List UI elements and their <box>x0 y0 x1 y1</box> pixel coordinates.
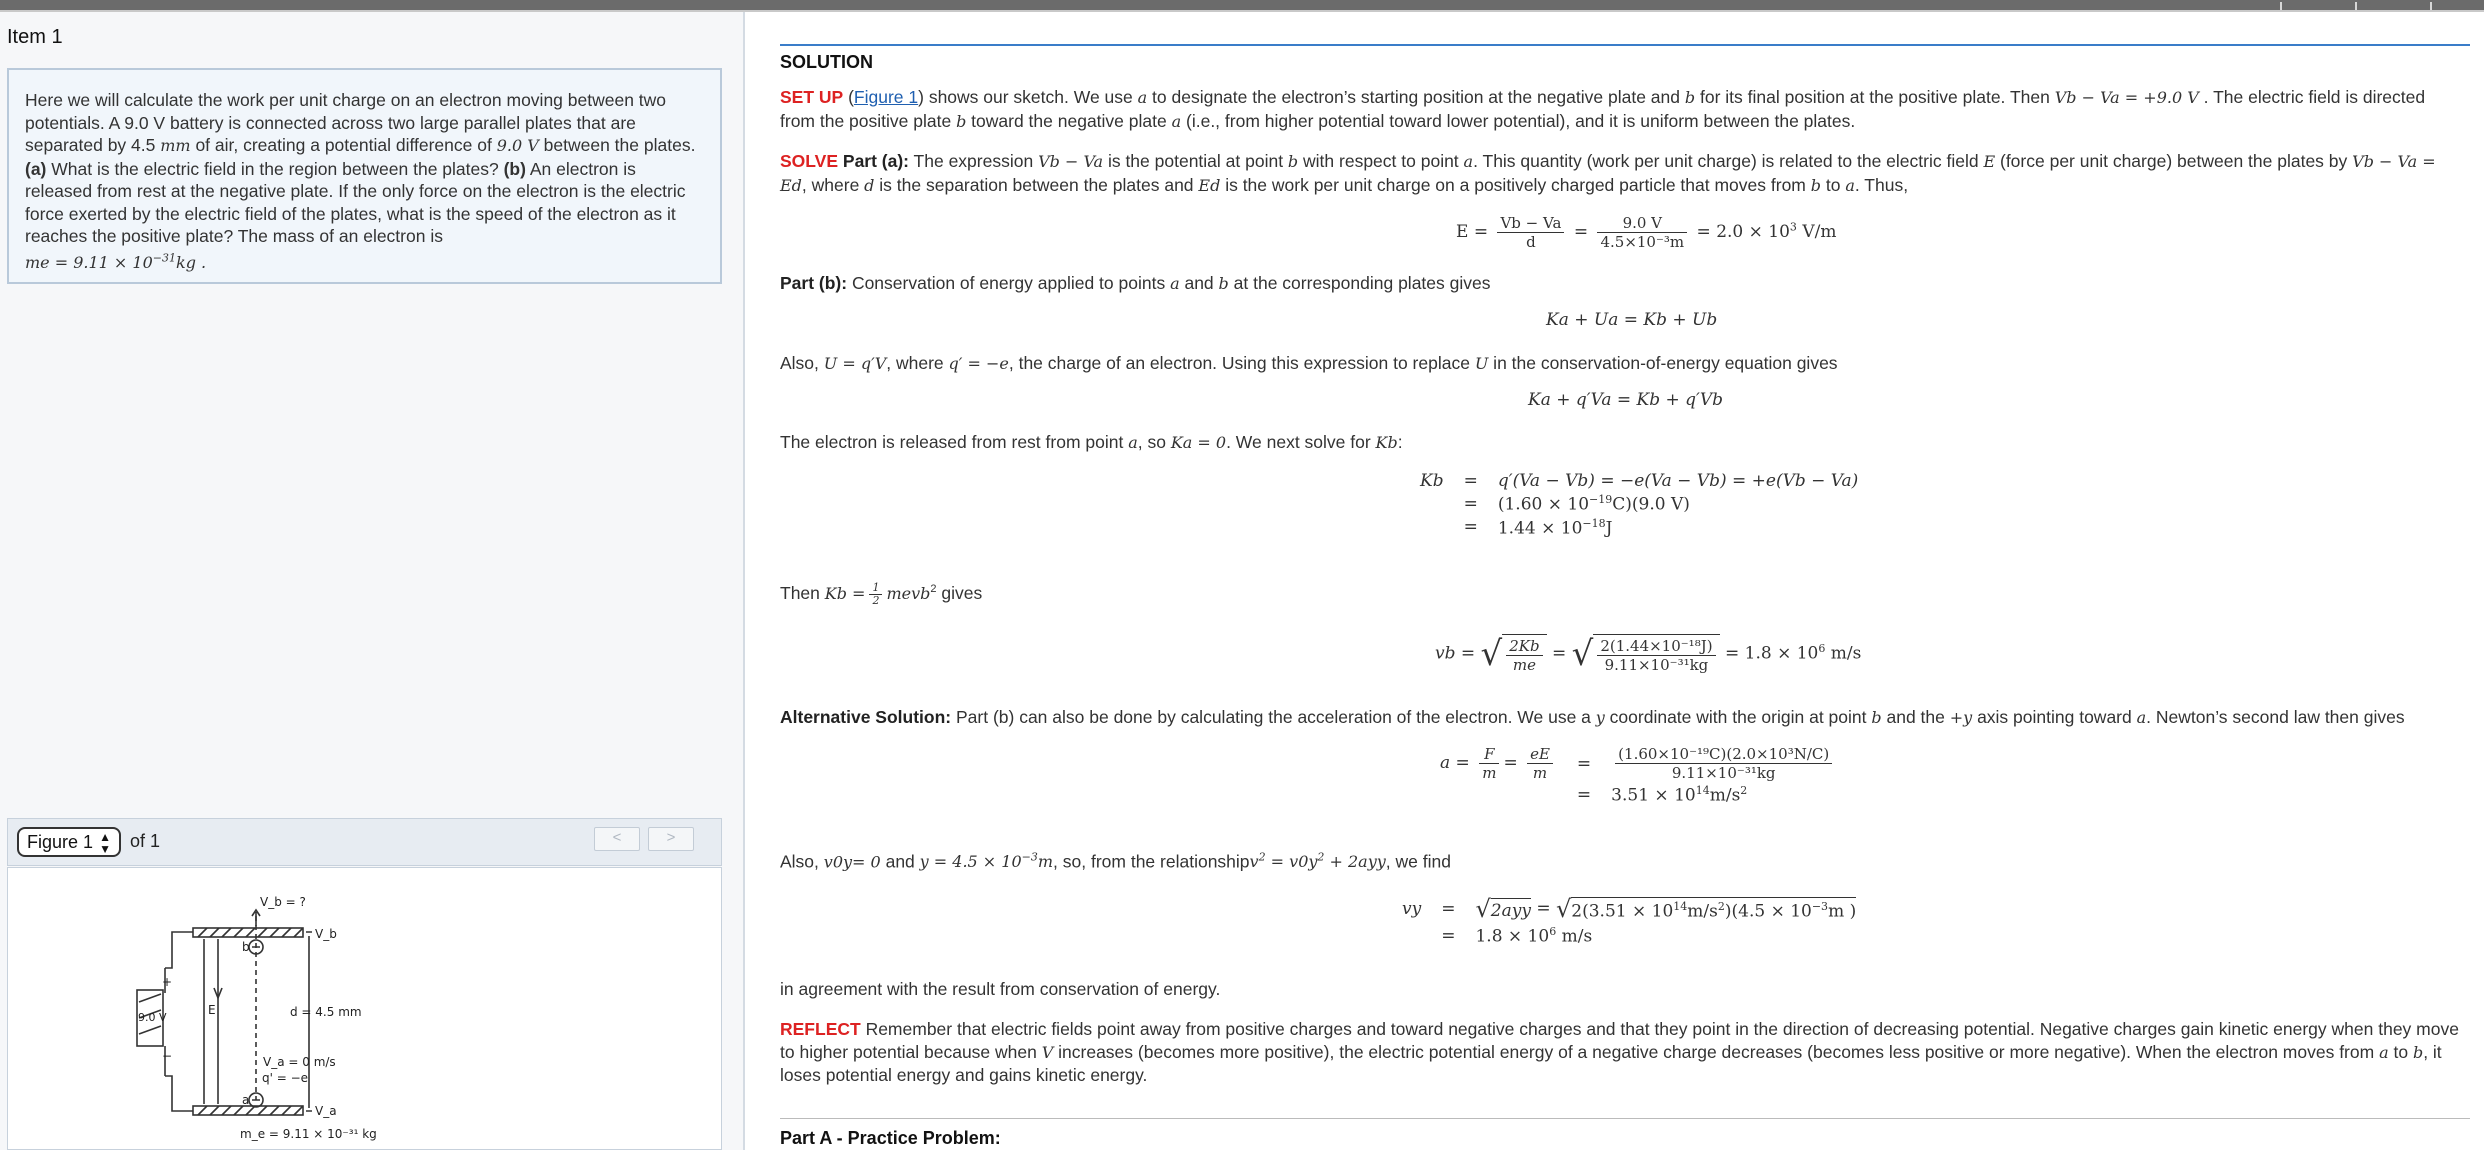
part-a-divider <box>780 1118 2470 1119</box>
figure-select[interactable]: Figure 1 ▲ ▼ <box>17 827 121 857</box>
figure-toolbar <box>7 818 722 866</box>
label-a: a <box>242 1093 250 1107</box>
also-paragraph: Also, U = q′V, where q′ = −e, the charge of an electron. Using this expression to replace U in the conservation-of-energy equation gives <box>780 353 1838 373</box>
alternative-paragraph: Alternative Solution: Part (b) can also be done by calculating the acceleration of the electron. We use a y coordinate with the origin at point b and the +y axis pointing toward a. Newton’s second law then gives <box>780 707 2405 727</box>
top-bar-divider <box>2355 2 2357 10</box>
equation-energy-potential: Ka + q′Va = Kb + q′Vb <box>1528 390 1724 410</box>
top-bar-divider <box>2280 2 2282 10</box>
then-paragraph: Then Kb = $\frac{1}{2}$ mevb$^2$ gives <box>780 580 983 607</box>
equation-electric-field: E = $\frac{Vb - Va}{d}$ = $\frac{9.0 V}{\text{4.5×10⁻³m}}$ = $2.0 \times 10^3$ V/m <box>1456 214 1837 251</box>
reflect-paragraph: REFLECT Remember that electric fields point away from positive charges and toward negative charges and that they point in the direction of decreasing potential. Negative charges gain kinetic energy when they move to higher potential because when V increases (becomes more positive), the electric potential energy of a negative charge decreases (becomes less positive or more negative). When the electron moves from a to b, it loses potential energy and gains kinetic energy. <box>780 1019 2459 1085</box>
top-bar-divider <box>2430 2 2432 10</box>
label-va: V_a <box>315 1104 337 1118</box>
label-electron-mass: m_e = 9.11 × 10⁻³¹ kg <box>240 1127 377 1141</box>
label-charge: q' = −e <box>262 1071 309 1085</box>
label-vb: V_b <box>315 927 337 941</box>
label-separation: d = 4.5 mm <box>290 1005 362 1019</box>
next-figure-button[interactable]: > <box>648 827 694 851</box>
previous-figure-button[interactable]: < <box>594 827 640 851</box>
label-plus: + <box>162 975 173 989</box>
parallel-plates-diagram <box>8 868 721 1149</box>
problem-panel <box>0 12 745 1150</box>
label-battery-voltage: 9.0 V <box>138 1011 167 1024</box>
equation-energy-conservation: Ka + Ua = Kb + Ub <box>1546 310 1718 330</box>
setup-paragraph: SET UP (Figure 1) shows our sketch. We use a to designate the electron’s starting position at the negative plate and b for its final position at the positive plate. Then Vb − Va = +9.0 V . The electric field is directed from the positive plate b toward the negative plate a (i.e., from higher potential toward lower potential), and it is uniform between the plates. <box>780 87 2426 131</box>
solution-heading: SOLUTION <box>780 52 873 72</box>
problem-statement: Here we will calculate the work per unit charge on an electron moving between two potentials. A 9.0 V battery is connected across two large parallel plates that are separated by 4.5 mm of air, creating a potential difference of 9.0 V between the plates. (a) What is the electric field in the region between the plates? (b) An electron is released from rest at the negative plate. If the only force on the electron is the electric force exerted by the electric field of the plates, what is the speed of the electron as it reaches the positive plate? The mass of an electron is me = $9.11 \times 10^{-31}kg$ . <box>7 68 722 284</box>
electron-mass: me = $9.11 \times 10^{-31}kg$ . <box>25 251 207 272</box>
select-arrows-icon: ▲ ▼ <box>99 830 111 856</box>
equation-velocity-y: vy = $√2ayy = √2(3.51 \times 10^{14}m/s^2)(4.5 \times 10^{-3}m$ ) = $1.8 \times 10^6$ m/s <box>1402 895 1857 947</box>
top-bar <box>0 0 2484 12</box>
label-vb-unknown: V_b = ? <box>260 895 306 909</box>
equation-final-speed: vb = √ $\frac{2Kb}{me}$ = √ $\frac{\text{2(1.44×10⁻¹⁸J)}}{\text{9.11×10⁻³¹kg}}$ = $1.8 \times 10^6$ m/s <box>1435 634 1862 674</box>
item-title: Item 1 <box>7 26 63 48</box>
equation-acceleration: a = $\frac{F}{m}$ = $\frac{eE}{m}$ = $\frac{\text{(1.60×10⁻¹⁹C)(2.0×10³N/C)}}{\text{9.11×10⁻³¹kg}}$ = $3.51 \times 10^{14}m/s^2$ <box>1430 744 1846 807</box>
also2-paragraph: Also, v0y= 0 and $y = 4.5 \times 10^{-3}m$, so, from the relationshipv$^2$ = $v0y^2 + 2ayy$, we find <box>780 851 1451 872</box>
released-paragraph: The electron is released from rest from point a, so Ka = 0. We next solve for Kb: <box>780 432 1403 452</box>
solve-paragraph: SOLVE Part (a): The expression Vb − Va is the potential at point b with respect to point a. This quantity (work per unit charge) is related to the electric field E (force per unit charge) between the plates by Vb − Va = Ed, where d is the separation between the plates and Ed is the work per unit charge on a positively charged particle that moves from b to a. Thus, <box>780 151 2436 195</box>
equation-kinetic-energy: Kb = q′(Va − Vb) = −e(Va − Vb) = +e(Vb − Va) = $(1.60 \times 10^{-19}C)(9.0$ V) = $1.44 \times 10^{-18}J$ <box>1420 471 1859 539</box>
figure-viewer <box>7 867 722 1150</box>
label-b: b <box>242 940 250 954</box>
part-a-heading: Part A - Practice Problem: <box>780 1128 1001 1148</box>
figure-1-link[interactable]: Figure 1 <box>853 87 919 107</box>
label-field-e: E <box>208 1003 216 1017</box>
agreement-text: in agreement with the result from conservation of energy. <box>780 979 1221 999</box>
partb-paragraph: Part (b): Conservation of energy applied to points a and b at the corresponding plates gives <box>780 273 1491 293</box>
label-minus: − <box>162 1049 173 1063</box>
label-initial-speed: V_a = 0 m/s <box>263 1055 336 1069</box>
figure-count: of 1 <box>130 831 161 851</box>
solution-panel <box>780 12 2470 1150</box>
solution-divider <box>780 44 2470 46</box>
